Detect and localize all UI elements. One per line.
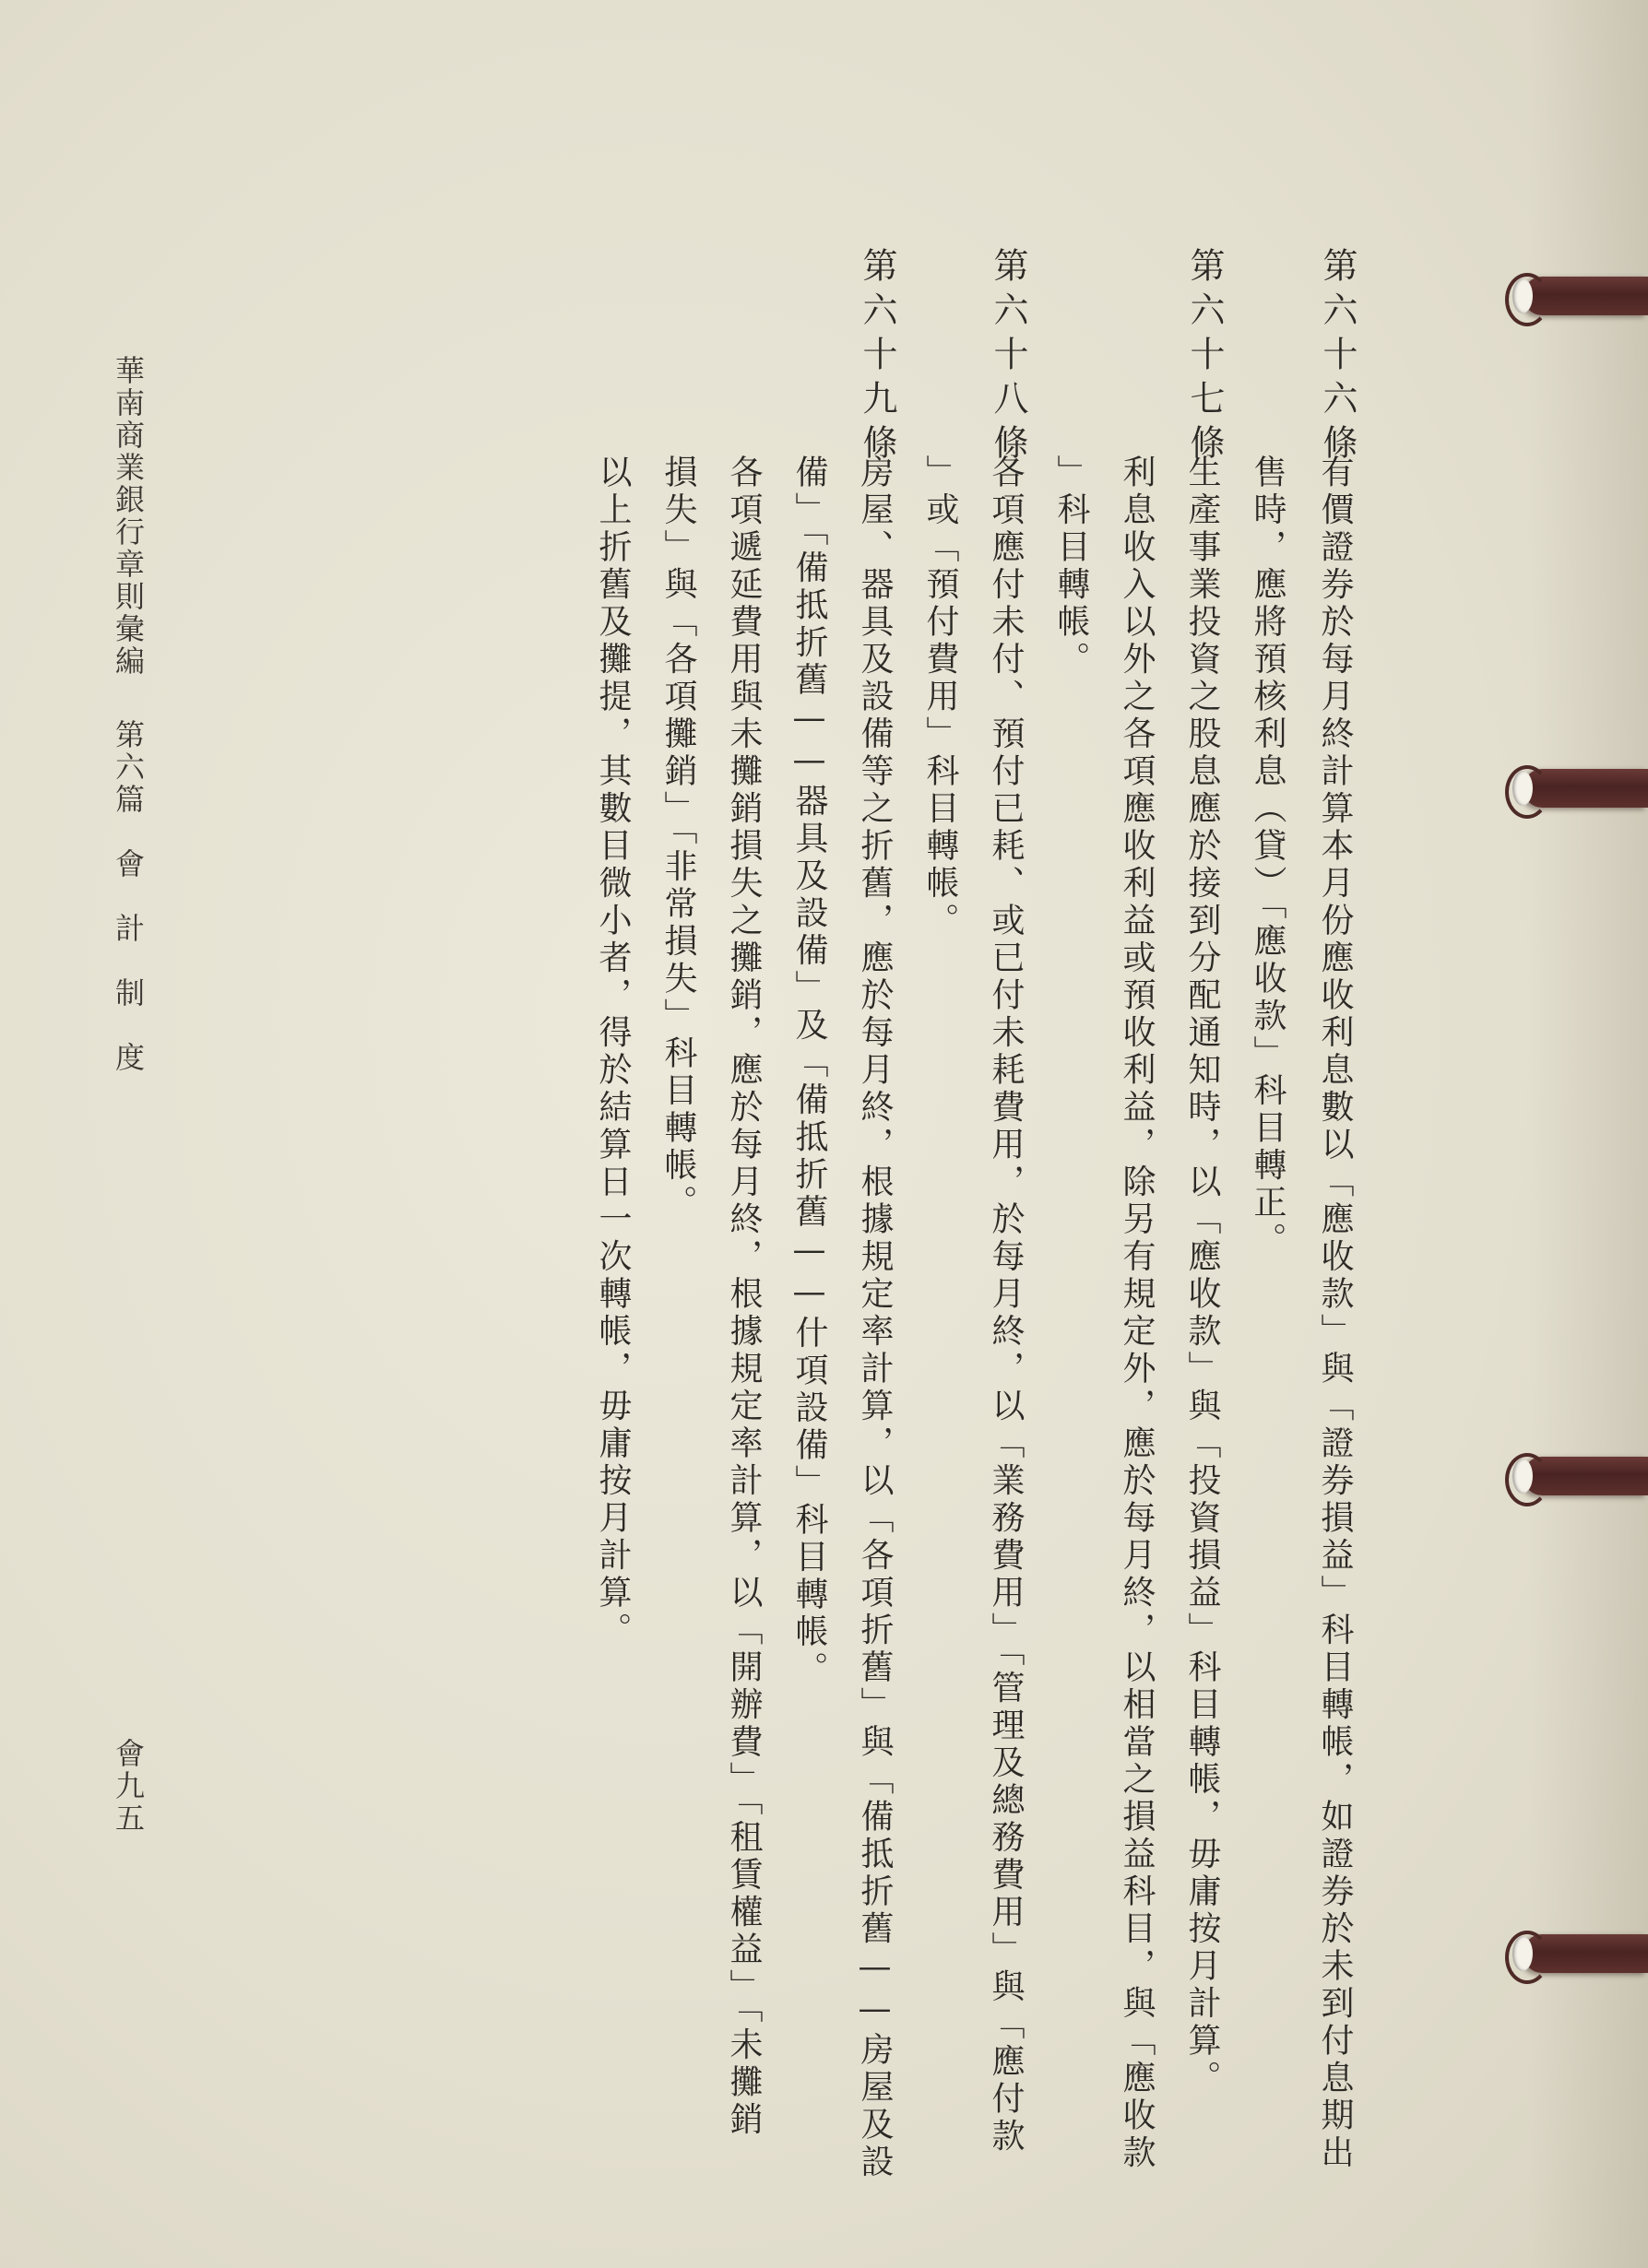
binding-stitch <box>1524 1934 1648 1973</box>
article-66-heading: 第六十六條 <box>1317 247 1358 468</box>
article-69-line-2: 備」「備抵折舊——器具及設備」及「備抵折舊——什項設備」科目轉帳。 <box>790 455 828 1689</box>
article-66-line-2: 售時，應將預核利息（貸）「應收款」科目轉正。 <box>1249 455 1286 1259</box>
page-number: 會九五 <box>111 1738 146 1835</box>
binding-stitch <box>1524 1457 1648 1495</box>
article-69-line-3: 各項遞延費用與未攤銷損失之攤銷，應於每月終，根據規定率計算，以「開辦費」「租賃權益」「未攤銷 <box>725 455 763 2139</box>
article-68-line-2: 」或「預付費用」科目轉帳。 <box>921 455 959 940</box>
article-69-line-5: 以上折舊及攤提，其數目微小者，得於結算日一次轉帳，毋庸按月計算。 <box>594 455 632 1649</box>
article-69-line-4: 損失」與「各項攤銷」「非常損失」科目轉帳。 <box>659 455 697 1223</box>
article-67-line-2: 利息收入以外之各項應收利益或預收利益，除另有規定外，應於每月終，以相當之損益科目，與「應收款 <box>1118 455 1156 2172</box>
binding-stitch <box>1524 277 1648 315</box>
binding-shadow <box>1528 0 1648 2268</box>
article-67-line-3: 」科目轉帳。 <box>1052 455 1090 679</box>
article-66-line-1: 有價證券於每月終計算本月份應收利息數以「應收款」與「證券損益」科目轉帳，如證券於未到付息期出 <box>1316 455 1354 2172</box>
article-67-line-1: 生產事業投資之股息應於接到分配通知時，以「應收款」與「投資損益」科目轉帳，毋庸按月計算。 <box>1183 455 1221 2097</box>
article-69-line-1: 房屋、器具及設備等之折舊，應於每月終，根據規定率計算，以「各項折舊」與「備抵折舊——房屋及設 <box>856 455 894 2181</box>
article-69-heading: 第六十九條 <box>857 247 897 468</box>
article-68-heading: 第六十八條 <box>988 247 1028 468</box>
binding-stitch <box>1524 769 1648 808</box>
article-68-line-1: 各項應付未付、預付已耗、或已付未耗費用，於每月終，以「業務費用」「管理及總務費用」與「應付款 <box>987 455 1025 2156</box>
article-67-heading: 第六十七條 <box>1184 247 1225 468</box>
book-title: 華南商業銀行章則彙編 <box>111 355 146 678</box>
section-title: 第六篇 會 計 制 度 <box>111 719 146 1074</box>
